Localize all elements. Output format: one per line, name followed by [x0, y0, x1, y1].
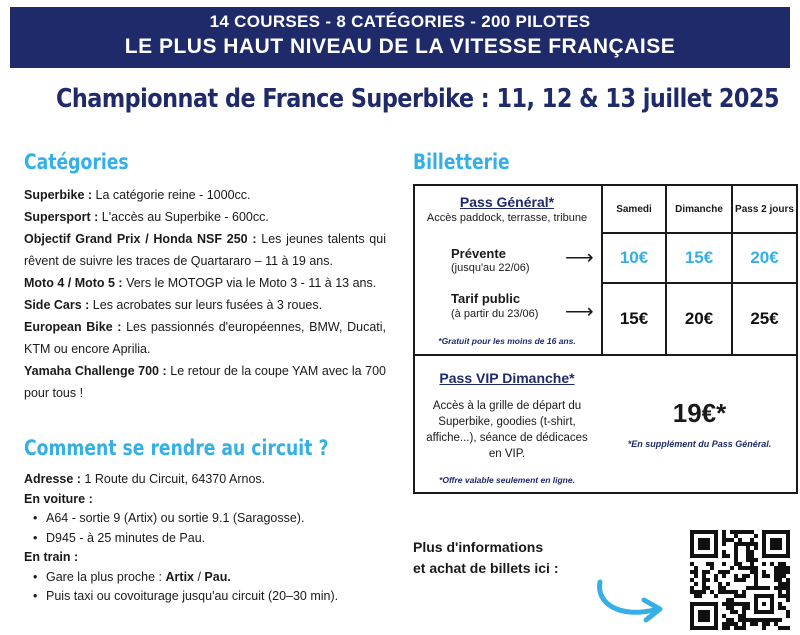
price-presale-dimanche: 15€ [665, 232, 733, 284]
category-name: European Bike : [24, 320, 122, 334]
more-info-text [413, 537, 559, 579]
vip-price: 19€* [672, 398, 727, 428]
car-list [24, 509, 394, 548]
car-label-text: En voiture : [24, 491, 93, 506]
public-label: Tarif public [451, 291, 521, 306]
banner-tagline: LE PLUS HAUT NIVEAU DE LA VITESSE FRANÇAISE [124, 35, 676, 58]
category-name: Supersport : [24, 210, 99, 224]
category-item [24, 228, 386, 272]
category-desc: Les passionnés d'européennes, BMW, Ducati, KTM ou encore Aprilia. [24, 320, 386, 356]
category-item [24, 316, 386, 360]
address-label: Adresse : [24, 472, 81, 486]
col-samedi: Samedi [601, 184, 667, 234]
free-under-16-note: *Gratuit pour les moins de 16 ans. [438, 336, 576, 346]
train-label-text: En train : [24, 550, 79, 564]
address-value: 1 Route du Circuit, 64370 Arnos. [80, 472, 266, 486]
list-item: • A64 - sortie 9 (Artix) ou sortie 9.1 (Saragosse). [46, 509, 394, 529]
price-public-dimanche: 20€ [665, 282, 733, 356]
category-name: Moto 4 / Moto 5 : [24, 276, 123, 290]
public-arrow-icon: ⟶ [565, 301, 594, 323]
station-separator: / [194, 569, 205, 584]
category-desc: Vers le MOTOGP via le Moto 3 - 11 à 13 ans. [122, 276, 377, 290]
category-desc: La catégorie reine - 1000cc. [92, 188, 251, 202]
category-name: Side Cars : [24, 298, 90, 312]
general-pass-subtitle: Accès paddock, terrasse, tribune [426, 212, 588, 224]
station-artix: Artix [165, 569, 194, 584]
page-title: Championnat de France Superbike : 11, 12 & 13 juillet 2025 [56, 84, 780, 114]
address-line [24, 470, 394, 490]
vip-price-note: *En supplément du Pass Général. [627, 439, 772, 449]
category-name: Objectif Grand Prix / Honda NSF 250 : [24, 232, 257, 246]
category-item [24, 184, 386, 206]
public-date: (à partir du 23/06) [451, 308, 539, 320]
access-heading: Comment se rendre au circuit ? [24, 436, 329, 460]
price-presale-2-jours: 20€ [731, 232, 798, 284]
category-item [24, 206, 386, 228]
presale-label: Prévente [451, 246, 506, 261]
curved-arrow-icon [594, 576, 670, 626]
access-info [24, 470, 394, 607]
qr-code-icon[interactable] [690, 530, 790, 630]
category-item [24, 360, 386, 404]
vip-pass-description: Accès à la grille de départ du Superbike, goodies (t-shirt, affiche...), séance de dédicaces en VIP. [426, 400, 588, 460]
ticketing-heading: Billetterie [413, 150, 510, 174]
col-dimanche: Dimanche [665, 184, 733, 234]
vip-online-note: *Offre valable seulement en ligne. [439, 475, 575, 485]
category-item [24, 294, 386, 316]
ticket-table [413, 184, 798, 494]
more-info-line1: Plus d'informations [413, 539, 544, 555]
vip-pass-title: Pass VIP Dimanche* [439, 370, 575, 386]
banner-stats: 14 COURSES - 8 CATÉGORIES - 200 PILOTES [209, 12, 591, 31]
list-item: • D945 - à 25 minutes de Pau. [46, 529, 394, 549]
list-item: • Puis taxi ou covoiturage jusqu'au circuit (20–30 min). [46, 587, 394, 607]
category-item [24, 272, 386, 294]
presale-date: (jusqu'au 22/06) [451, 262, 530, 274]
station-prefix: Gare la plus proche : [46, 569, 166, 584]
general-pass-title: Pass Général* [459, 194, 555, 210]
categories-list [24, 184, 386, 404]
price-public-2-jours: 25€ [731, 282, 798, 356]
category-name: Superbike : [24, 188, 93, 202]
train-list [24, 568, 394, 607]
categories-heading: Catégories [24, 150, 129, 174]
category-name: Yamaha Challenge 700 : [24, 364, 167, 378]
station-pau: Pau. [204, 569, 231, 584]
more-info-line2: et achat de billets ici : [413, 560, 559, 576]
category-desc: Le retour de la coupe YAM avec la 700 pour tous ! [24, 364, 386, 400]
category-desc: Les acrobates sur leurs fusées à 3 roues. [89, 298, 323, 312]
category-desc: L'accès au Superbike - 600cc. [98, 210, 269, 224]
presale-arrow-icon: ⟶ [565, 247, 594, 269]
car-label [24, 490, 394, 510]
category-desc: Les jeunes talents qui rêvent de suivre les traces de Quartararo – 11 à 19 ans. [24, 232, 386, 268]
header-banner [10, 7, 790, 68]
price-presale-samedi: 10€ [601, 232, 667, 284]
price-public-samedi: 15€ [601, 282, 667, 356]
list-item [46, 568, 394, 588]
train-label [24, 548, 394, 568]
col-pass-2-jours: Pass 2 jours [731, 184, 798, 234]
